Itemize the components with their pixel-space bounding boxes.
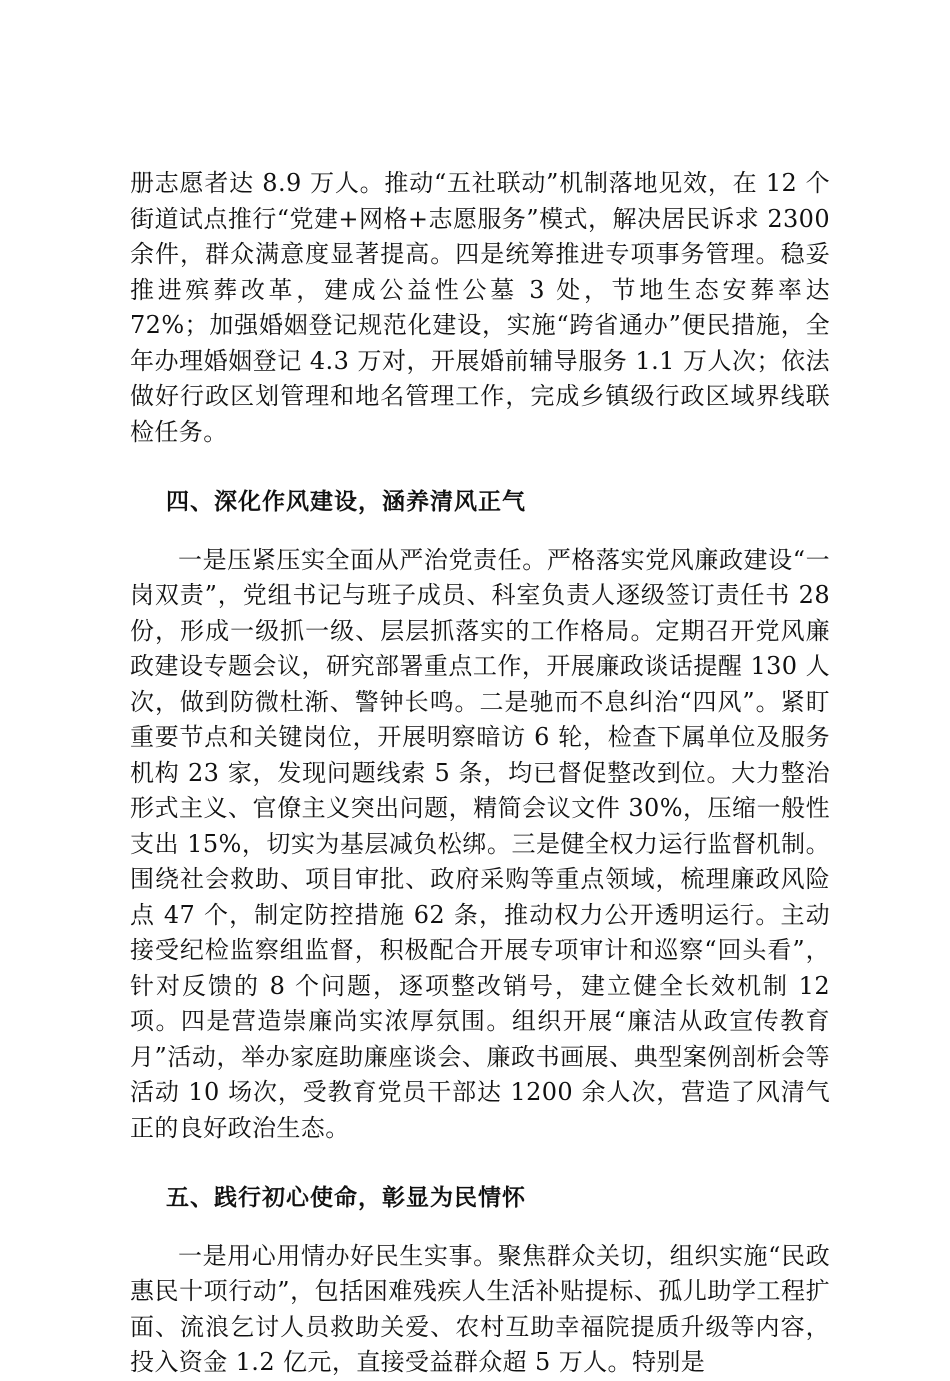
- section-5-paragraph: 一是用心用情办好民生实事。聚焦群众关切，组织实施“民政惠民十项行动”，包括困难残疾人生活补贴提标、孤儿助学工程扩面、流浪乞讨人员救助关爱、农村互助幸福院提质升级等内容，投入资金 1.2 亿元，直接受益群众超 5 万人。特别是: [130, 1241, 830, 1376]
- document-body: [130, 166, 830, 1381]
- spacer: [130, 450, 830, 485]
- spacer: [130, 521, 830, 543]
- section-4-paragraph: 一是压紧压实全面从严治党责任。严格落实党风廉政建设“一岗双责”，党组书记与班子成员、科室负责人逐级签订责任书 28 份，形成一级抓一级、层层抓落实的工作格局。定期召开党风廉政建设专题会议，研究部署重点工作，开展廉政谈话提醒 130 人次，做到防微杜渐、警钟长鸣。二是驰而不息纠治“四风”。紧盯重要节点和关键岗位，开展明察暗访 6 轮，检查下属单位及服务机构 23 家，发现问题线索 5 条，均已督促整改到位。大力整治形式主义、官僚主义突出问题，精简会议文件 30%，压缩一般性支出 15%，切实为基层减负松绑。三是健全权力运行监督机制。围绕社会救助、项目审批、政府采购等重点领域，梳理廉政风险点 47 个，制定防控措施 62 条，推动权力公开透明运行。主动接受纪检监察组监督，积极配合开展专项审计和巡察“回头看”，针对反馈的 8 个问题，逐项整改销号，建立健全长效机制 12 项。四是营造崇廉尚实浓厚氛围。组织开展“廉洁从政宣传教育月”活动，举办家庭助廉座谈会、廉政书画展、典型案例剖析会等活动 10 场次，受教育党员干部达 1200 余人次，营造了风清气正的良好政治生态。: [130, 545, 830, 1142]
- section-4-heading: 四、深化作风建设，涵养清风正气: [166, 489, 526, 515]
- spacer: [130, 1217, 830, 1239]
- section-5-heading: 五、践行初心使命，彰显为民情怀: [166, 1185, 526, 1211]
- intro-paragraph: 册志愿者达 8.9 万人。推动“五社联动”机制落地见效，在 12 个街道试点推行“党建+网格+志愿服务”模式，解决居民诉求 2300 余件，群众满意度显著提高。四是统筹推进专项事务管理。稳妥推进殡葬改革，建成公益性公墓 3 处，节地生态安葬率达 72%；加强婚姻登记规范化建设，实施“跨省通办”便民措施，全年办理婚姻登记 4.3 万对，开展婚前辅导服务 1.1 万人次；依法做好行政区划管理和地名管理工作，完成乡镇级行政区域界线联检任务。: [130, 169, 830, 446]
- spacer: [130, 1146, 830, 1181]
